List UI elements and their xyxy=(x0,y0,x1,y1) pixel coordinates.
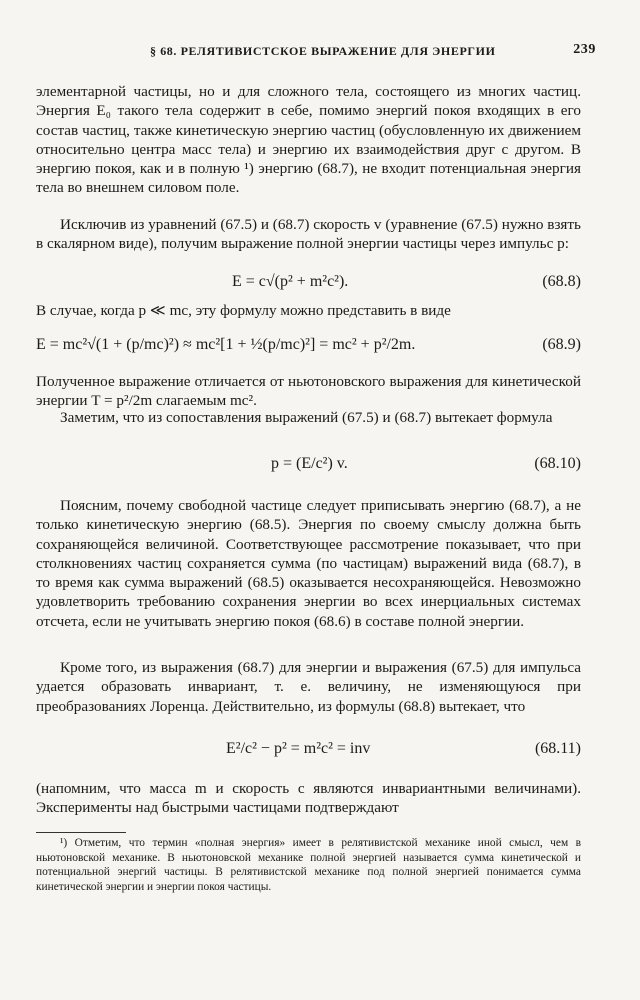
equation-number: (68.11) xyxy=(534,740,581,757)
equation-formula: E = c√(p² + m²c²). xyxy=(232,273,349,290)
paragraph-6: Поясним, почему свободной частице следует приписывать энергию (68.7), а не только кинетическую энергию (68.5). Энергия по своему смыслу должна быть сохраняющейся величиной. Соответствующее рассмотрение показывает, что при столкновениях частиц сохраняется сумма (по частицам) выражений вида (68.7), в то время как сумма выражений (68.5) оказывается несохраняющейся. Невозможно удовлетворить требованию сохранения энергии во всех инерциальных системах отсчета, если не учитывать энергию покоя (68.6) в составе полной энергии. xyxy=(36,497,581,630)
equation-number: (68.8) xyxy=(542,273,581,290)
paragraph-1: элементарной частицы, но и для сложного тела, состоящего из многих частиц. Энергия E₀ такого тела содержит в себе, помимо энергий покоя входящих в его состав частиц, также кинетическую энергию частиц (обусловленную их движением относительно центра масс тела) и энергию их взаимодействия друг с другом. В энергию покоя, как и в полную ¹) энергию (68.7), не входит потенциальная энергия тела во внешнем силовом поле. xyxy=(36,83,581,197)
equation-formula: E = mc²√(1 + (p/mc)²) ≈ mc²[1 + ½(p/mc)²] = mc² + p²/2m. xyxy=(36,336,416,353)
equation-number: (68.10) xyxy=(534,455,581,472)
paragraph-8: (напомним, что масса m и скорость c являются инвариантными величинами). Эксперименты над быстрыми частицами подтверждают xyxy=(36,780,581,817)
running-header xyxy=(32,42,596,62)
paragraph-2: Исключив из уравнений (67.5) и (68.7) скорость v (уравнение (67.5) нужно взять в скалярном виде), получим выражение полной энергии частицы через импульс p: xyxy=(36,216,581,253)
equation-68-11 xyxy=(36,740,581,768)
equation-formula: p = (E/c²) v. xyxy=(271,455,348,472)
equation-68-9 xyxy=(36,336,581,364)
paragraph-4: Полученное выражение отличается от ньютоновского выражения для кинетической энергии T = p²/2m слагаемым mc². xyxy=(36,373,581,410)
paragraph-5: Заметим, что из сопоставления выражений (67.5) и (68.7) вытекает формула xyxy=(60,409,553,426)
footnote-divider xyxy=(36,832,126,833)
header-title: § 68. РЕЛЯТИВИСТСКОЕ ВЫРАЖЕНИЕ ДЛЯ ЭНЕРГИИ xyxy=(150,44,496,58)
footnote: ¹) Отметим, что термин «полная энергия» имеет в релятивистской механике иной смысл, чем в ньютоновской механике. В ньютоновской механике полной энергией называется сумма кинетической и потенциальной энергий частицы. В релятивистской механике под полной энергией понимается сумма кинетической энергии и энергии покоя частицы. xyxy=(36,837,581,893)
paragraph-7: Кроме того, из выражения (68.7) для энергии и выражения (67.5) для импульса удается образовать инвариант, т. е. величину, не изменяющуюся при преобразованиях Лоренца. Действительно, из формулы (68.8) вытекает, что xyxy=(36,659,581,715)
equation-formula: E²/c² − p² = m²c² = inv xyxy=(226,740,371,757)
page-number: 239 xyxy=(573,42,596,57)
equation-68-8 xyxy=(36,273,581,301)
equation-68-10 xyxy=(36,455,581,483)
paragraph-3: В случае, когда p ≪ mc, эту формулу можно представить в виде xyxy=(36,302,451,319)
equation-number: (68.9) xyxy=(542,336,581,353)
